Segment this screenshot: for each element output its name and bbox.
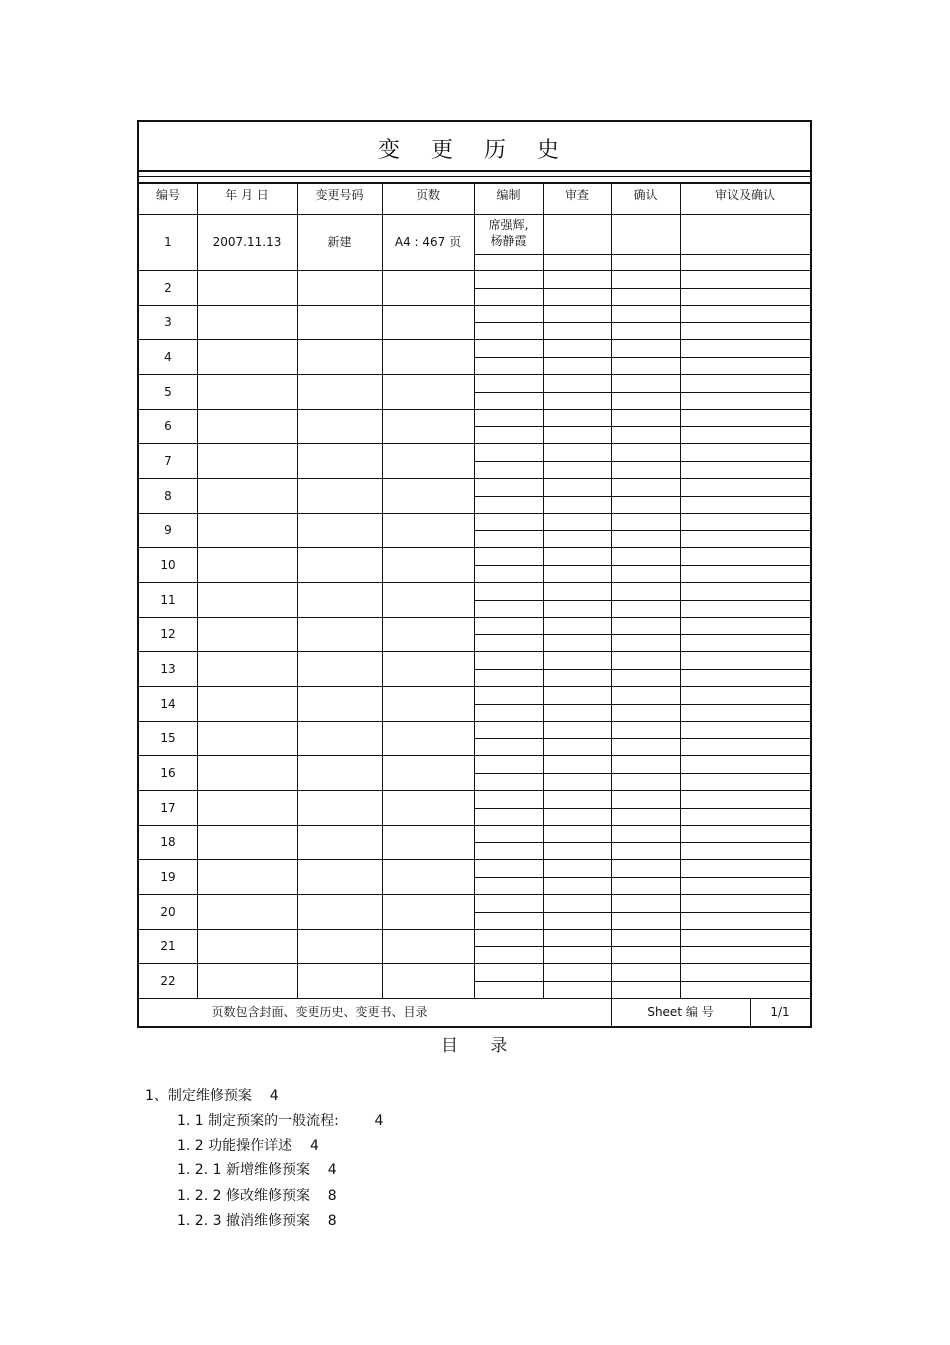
- column-header: 变更号码: [315, 187, 364, 202]
- sub-row-divider: [474, 357, 810, 358]
- row-number: 6: [164, 419, 172, 433]
- column-divider: [382, 182, 383, 998]
- change-number-cell: 新建: [327, 235, 352, 249]
- column-divider: [611, 182, 612, 998]
- toc-title: 目 录: [441, 1036, 508, 1056]
- sub-row-divider: [474, 565, 810, 566]
- column-header: 年 月 日: [225, 187, 269, 202]
- row-number: 1: [164, 235, 172, 249]
- sub-row-divider: [474, 600, 810, 601]
- column-header: 页数: [415, 187, 440, 202]
- column-header: 审查: [564, 187, 589, 202]
- sub-row-divider: [474, 704, 810, 705]
- sheet-label: Sheet 编 号: [647, 1005, 714, 1019]
- sub-row-divider: [474, 912, 810, 913]
- row-number: 20: [160, 904, 176, 919]
- toc-item[interactable]: 1. 1 制定预案的一般流程: 4: [177, 1113, 384, 1129]
- column-header: 确认: [633, 187, 658, 202]
- column-divider: [543, 182, 544, 998]
- sub-row-divider: [474, 461, 810, 462]
- sub-row-divider: [474, 946, 810, 947]
- sheet-value: 1/1: [770, 1005, 790, 1019]
- column-header: 编制: [496, 187, 521, 202]
- row-number: 9: [164, 523, 172, 537]
- row-number: 14: [160, 696, 176, 711]
- sub-row-divider: [474, 669, 810, 670]
- column-divider: [297, 182, 298, 998]
- row-number: 11: [160, 592, 176, 607]
- toc-item[interactable]: 1. 2. 1 新增维修预案 4: [177, 1162, 337, 1178]
- date-cell: 2007.11.13: [212, 235, 282, 249]
- column-divider: [197, 182, 198, 998]
- row-number: 2: [164, 280, 172, 295]
- row-number: 3: [164, 315, 172, 329]
- row-number: 8: [164, 488, 172, 503]
- toc-item[interactable]: 1、制定维修预案 4: [145, 1088, 279, 1104]
- sub-row-divider: [474, 808, 810, 809]
- row-number: 10: [160, 557, 176, 572]
- sub-row-divider: [474, 254, 810, 255]
- row-number: 4: [164, 349, 172, 364]
- title-divider-second: [139, 176, 810, 177]
- row-number: 19: [160, 869, 176, 884]
- toc-item[interactable]: 1. 2. 2 修改维修预案 8: [177, 1188, 337, 1204]
- author-cell: 席强辉, 杨静霞: [488, 218, 529, 248]
- row-number: 22: [160, 973, 176, 988]
- toc-item[interactable]: 1. 2. 3 撤消维修预案 8: [177, 1213, 337, 1229]
- row-number: 7: [164, 453, 172, 468]
- row-number: 16: [160, 765, 176, 780]
- footer-note: 页数包含封面、变更历史、变更书、目录: [211, 1005, 428, 1019]
- column-header: 编号: [155, 187, 180, 202]
- sub-row-divider: [474, 877, 810, 878]
- column-divider: [474, 182, 475, 998]
- sub-row-divider: [474, 634, 810, 635]
- row-number: 21: [160, 939, 176, 953]
- sub-row-divider: [474, 496, 810, 497]
- row-number: 18: [160, 835, 176, 849]
- row-number: 5: [164, 384, 172, 399]
- sub-row-divider: [474, 530, 810, 531]
- toc-item[interactable]: 1. 2 功能操作详述 4: [177, 1138, 319, 1154]
- sub-row-divider: [474, 773, 810, 774]
- sub-row-divider: [474, 322, 810, 323]
- change-history-table: [137, 120, 812, 1028]
- table-title: 变 更 历 史: [378, 137, 571, 163]
- page-count-cell: A4 : 467 页: [394, 235, 462, 249]
- row-number: 17: [160, 800, 176, 815]
- column-header: 审议及确认: [714, 187, 775, 202]
- row-number: 12: [160, 627, 176, 641]
- column-divider: [680, 182, 681, 998]
- sub-row-divider: [474, 842, 810, 843]
- sub-row-divider: [474, 288, 810, 289]
- sub-row-divider: [474, 738, 810, 739]
- row-number: 15: [160, 731, 176, 745]
- sub-row-divider: [474, 426, 810, 427]
- sub-row-divider: [474, 392, 810, 393]
- row-number: 13: [160, 661, 176, 676]
- sub-row-divider: [474, 981, 810, 982]
- title-divider: [139, 170, 810, 172]
